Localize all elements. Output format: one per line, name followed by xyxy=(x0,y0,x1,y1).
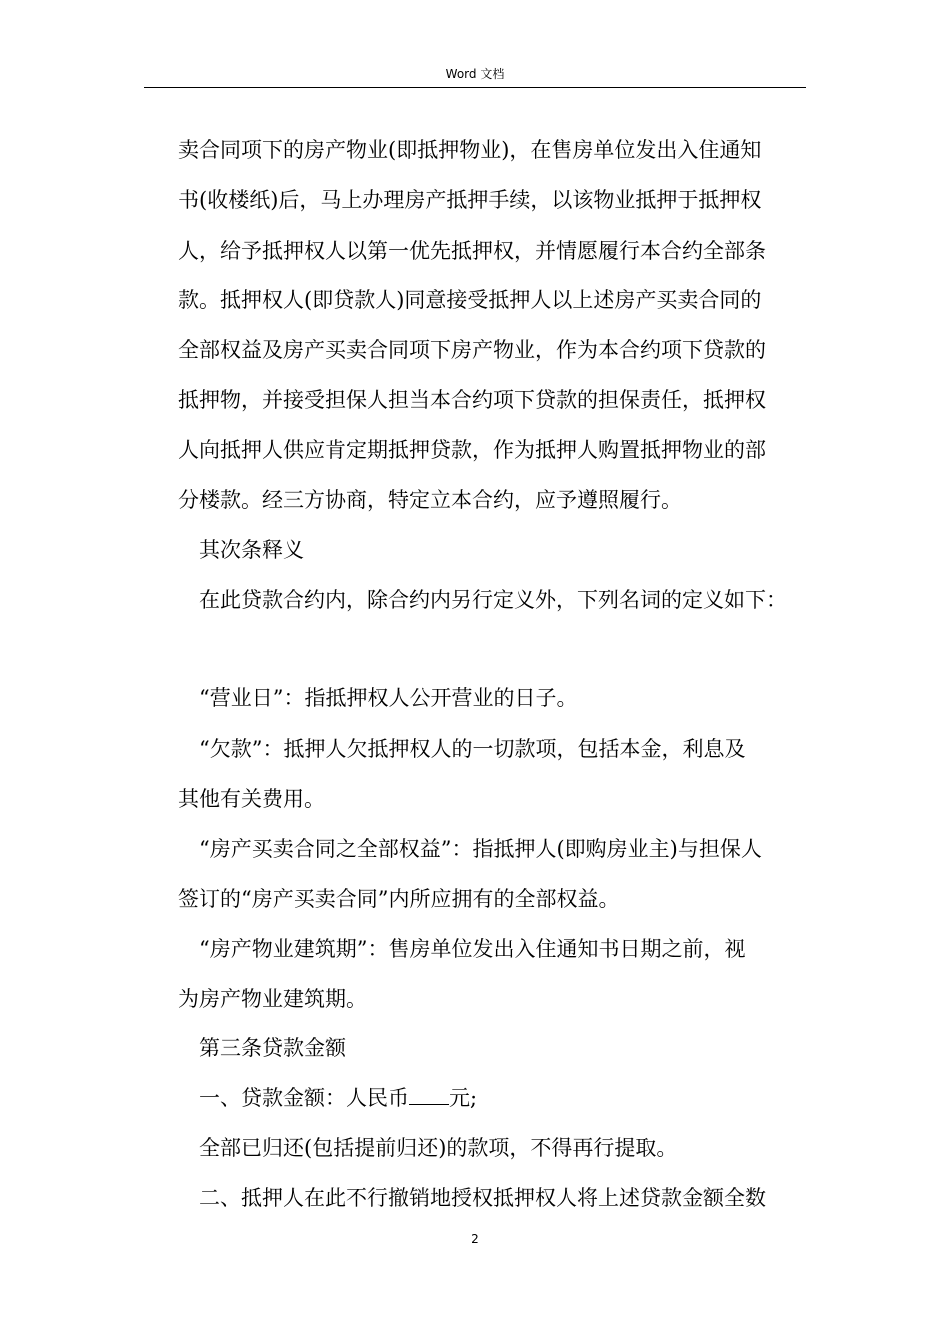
definition-line: “房产物业建筑期”：售房单位发出入住通知书日期之前，视 xyxy=(199,937,746,961)
body-line: 在此贷款合约内，除合约内另行定义外，下列名词的定义如下： xyxy=(199,588,787,612)
body-line: 全部权益及房产买卖合同项下房产物业，作为本合约项下贷款的 xyxy=(178,338,766,362)
definition-line: “营业日”：指抵押权人公开营业的日子。 xyxy=(199,686,578,710)
section-heading: 第三条贷款金额 xyxy=(199,1036,346,1060)
body-line: 书(收楼纸)后，马上办理房产抵押手续，以该物业抵押于抵押权 xyxy=(178,188,762,212)
body-line: 款。抵押权人(即贷款人)同意接受抵押人以上述房产买卖合同的 xyxy=(178,288,762,312)
body-line: 人向抵押人供应肯定期抵押贷款，作为抵押人购置抵押物业的部 xyxy=(178,438,766,462)
body-line: 抵押物，并接受担保人担当本合约项下贷款的担保责任，抵押权 xyxy=(178,388,766,412)
section-heading: 其次条释义 xyxy=(199,538,304,562)
loan-amount-unit: 元; xyxy=(449,1086,478,1110)
body-line: 全部已归还(包括提前归还)的款项，不得再行提取。 xyxy=(199,1136,678,1160)
body-line: 人，给予抵押权人以第一优先抵押权，并情愿履行本合约全部条 xyxy=(178,239,766,263)
body-line: 二、抵押人在此不行撤销地授权抵押权人将上述贷款金额全数 xyxy=(199,1186,766,1210)
page-header: Word 文档 xyxy=(445,67,505,81)
loan-amount-label: 一、贷款金额：人民币 xyxy=(199,1086,409,1110)
page-number: 2 xyxy=(471,1232,479,1246)
definition-line: 为房产物业建筑期。 xyxy=(178,987,367,1011)
body-line: 分楼款。经三方协商，特定立本合约，应予遵照履行。 xyxy=(178,488,682,512)
loan-amount-blank xyxy=(409,1084,449,1105)
loan-amount-line xyxy=(199,1084,477,1112)
header-divider xyxy=(144,87,806,88)
definition-line: 签订的“房产买卖合同”内所应拥有的全部权益。 xyxy=(178,887,620,911)
body-line: 卖合同项下的房产物业(即抵押物业)，在售房单位发出入住通知 xyxy=(178,138,762,162)
definition-line: 其他有关费用。 xyxy=(178,787,325,811)
definition-line: “房产买卖合同之全部权益”：指抵押人(即购房业主)与担保人 xyxy=(199,837,762,861)
definition-line: “欠款”：抵押人欠抵押权人的一切款项，包括本金，利息及 xyxy=(199,737,746,761)
